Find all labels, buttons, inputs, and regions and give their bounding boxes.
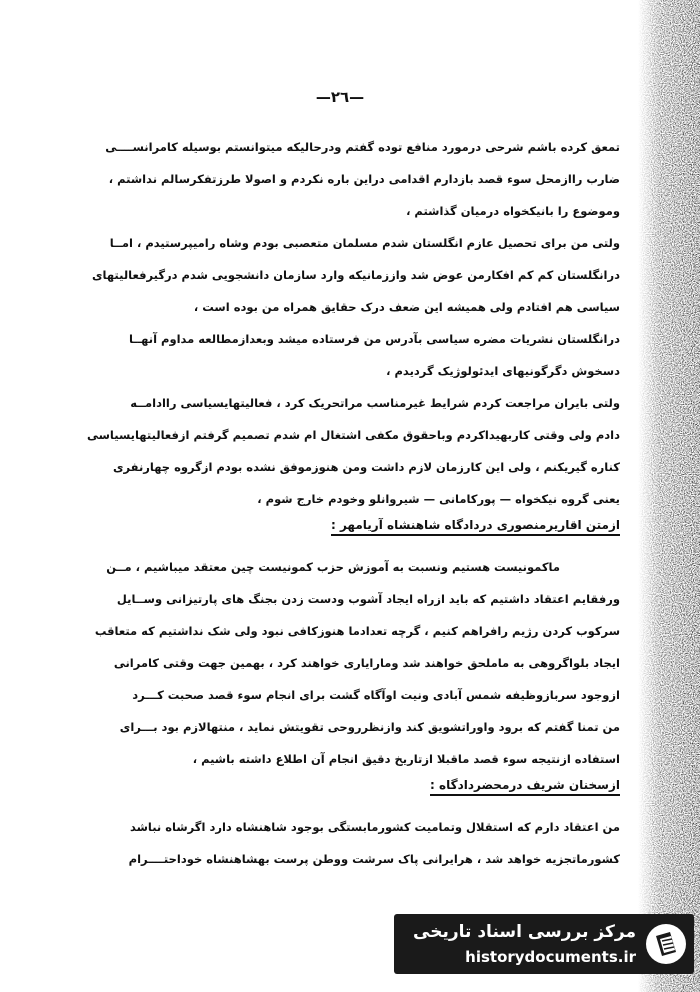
- text-line: تمعق کرده باشم شرحی درمورد منافع توده گفتم ودرحالیکه میتوانستم بوسیله کامرانســــی: [105, 140, 620, 154]
- document-stack-logo-icon: [644, 922, 688, 966]
- text-line: درانگلستان نشریات مضره سیاسی بآدرس من فرستاده میشد وبعدازمطالعه مداوم آنهــا: [128, 332, 620, 346]
- text-line: من تمنا گفتم که برود واوراتشویق کند وازنظرروحی تقویتش نماید ، منتهالازم بود بـــرای: [119, 720, 620, 734]
- section-heading-row: [40, 774, 620, 796]
- text-line: سیاسی هم افتادم ولی همیشه این ضعف درک حقایق همراه من بوده است ،: [193, 300, 620, 314]
- paragraph-1: [40, 140, 620, 218]
- text-line: ایجاد بلواگروهی به ماملحق خواهند شد ومارایاری خواهند کرد ، بهمین جهت وقتی کامرانی: [113, 656, 620, 670]
- text-line: ولتی بایران مراجعت کردم شرایط غیرمناسب مراتحریک کرد ، فعالیتهایسیاسی راادامــه: [130, 396, 620, 410]
- text-line: وموضوع را بانیکخواه درمیان گذاشتم ،: [406, 204, 620, 218]
- text-line: ضارب راازمحل سوء قصد بازدارم اقدامی دراین باره نکردم و اصولا طرزتفکرسالم نداشتم ،: [108, 172, 620, 186]
- paragraph-2: [40, 236, 620, 314]
- text-line: ورفقایم اعتقاد داشتیم که باید ازراه ایجاد آشوب ودست زدن بجنگ های پارتیزانی وســایل: [116, 592, 620, 606]
- section-heading: ازمتن اقاریرمنصوری دردادگاه شاهنشاه آریامهر :: [331, 518, 620, 536]
- text-line: من اعتقاد دارم که استقلال وتمامیت کشورمابستگی بوجود شاهنشاه دارد اگرشاه نباشد: [129, 820, 620, 834]
- text-line: دادم ولی وقتی کاربهیداکردم وباحقوق مکفی اشتغال ام شدم تصمیم گرفتم ازفعالیتهایسیاسی: [86, 428, 620, 442]
- paragraph-4: [40, 396, 620, 506]
- text-line: دسخوش دگرگونیهای ایدئولوژیک گردیدم ،: [386, 364, 620, 378]
- text-line: کناره گیریکنم ، ولی این کارزمان لازم داشت ومن هنوزموفق نشده بودم ازگروه چهارنفری: [112, 460, 620, 474]
- text-line: یعنی گروه نیکخواه — پورکامانی — شیروانلو وخودم خارج شوم ،: [257, 492, 620, 506]
- watermark-title: مرکز بررسی اسناد تاریخی: [413, 922, 636, 942]
- watermark-banner: [394, 914, 694, 974]
- text-line: درانگلستان کم کم افکارمن عوض شد واززمانیکه وارد سازمان دانشجویی شدم درگیرفعالیتهای: [91, 268, 620, 282]
- text-line: ولتی من برای تحصیل عازم انگلستان شدم مسلمان متعصبی بودم وشاه رامیپرستیدم ، امــا: [109, 236, 620, 250]
- text-line: ازوجود سربازوظیفه شمس آبادی ونیت اوآگاه گشت برای انجام سوء قصد صحبت کـــرد: [132, 688, 620, 702]
- text-line: سرکوب کردن رژیم رافراهم کنیم ، گرچه تعدادما هنوزکافی نبود ولی شک نداشتیم که متعاقب: [94, 624, 620, 638]
- paragraph-3: [40, 332, 620, 378]
- watermark-url: historydocuments.ir: [465, 948, 636, 966]
- paragraph-5: [40, 560, 620, 766]
- scan-edge-noise: [638, 0, 700, 992]
- text-line: کشورماتجزیه خواهد شد ، هرایرانی پاک سرشت ووطن پرست بهشاهنشاه خوداحتــــرام: [128, 852, 620, 866]
- text-line: ماکمونیست هستیم ونسبت به آموزش حزب کمونیست چین معتقد میباشیم ، مــن: [106, 560, 560, 574]
- paragraph-6: [40, 820, 620, 866]
- document-body: [40, 140, 620, 866]
- text-line: استفاده ازنتیجه سوء قصد ماقبلا ازتاریخ دقیق انجام آن اطلاع داشته باشیم ،: [192, 752, 620, 766]
- page-number: —٢٦—: [315, 88, 365, 106]
- section-heading-row: [40, 514, 620, 536]
- section-heading: ازسخنان شریف درمحضردادگاه :: [430, 778, 620, 796]
